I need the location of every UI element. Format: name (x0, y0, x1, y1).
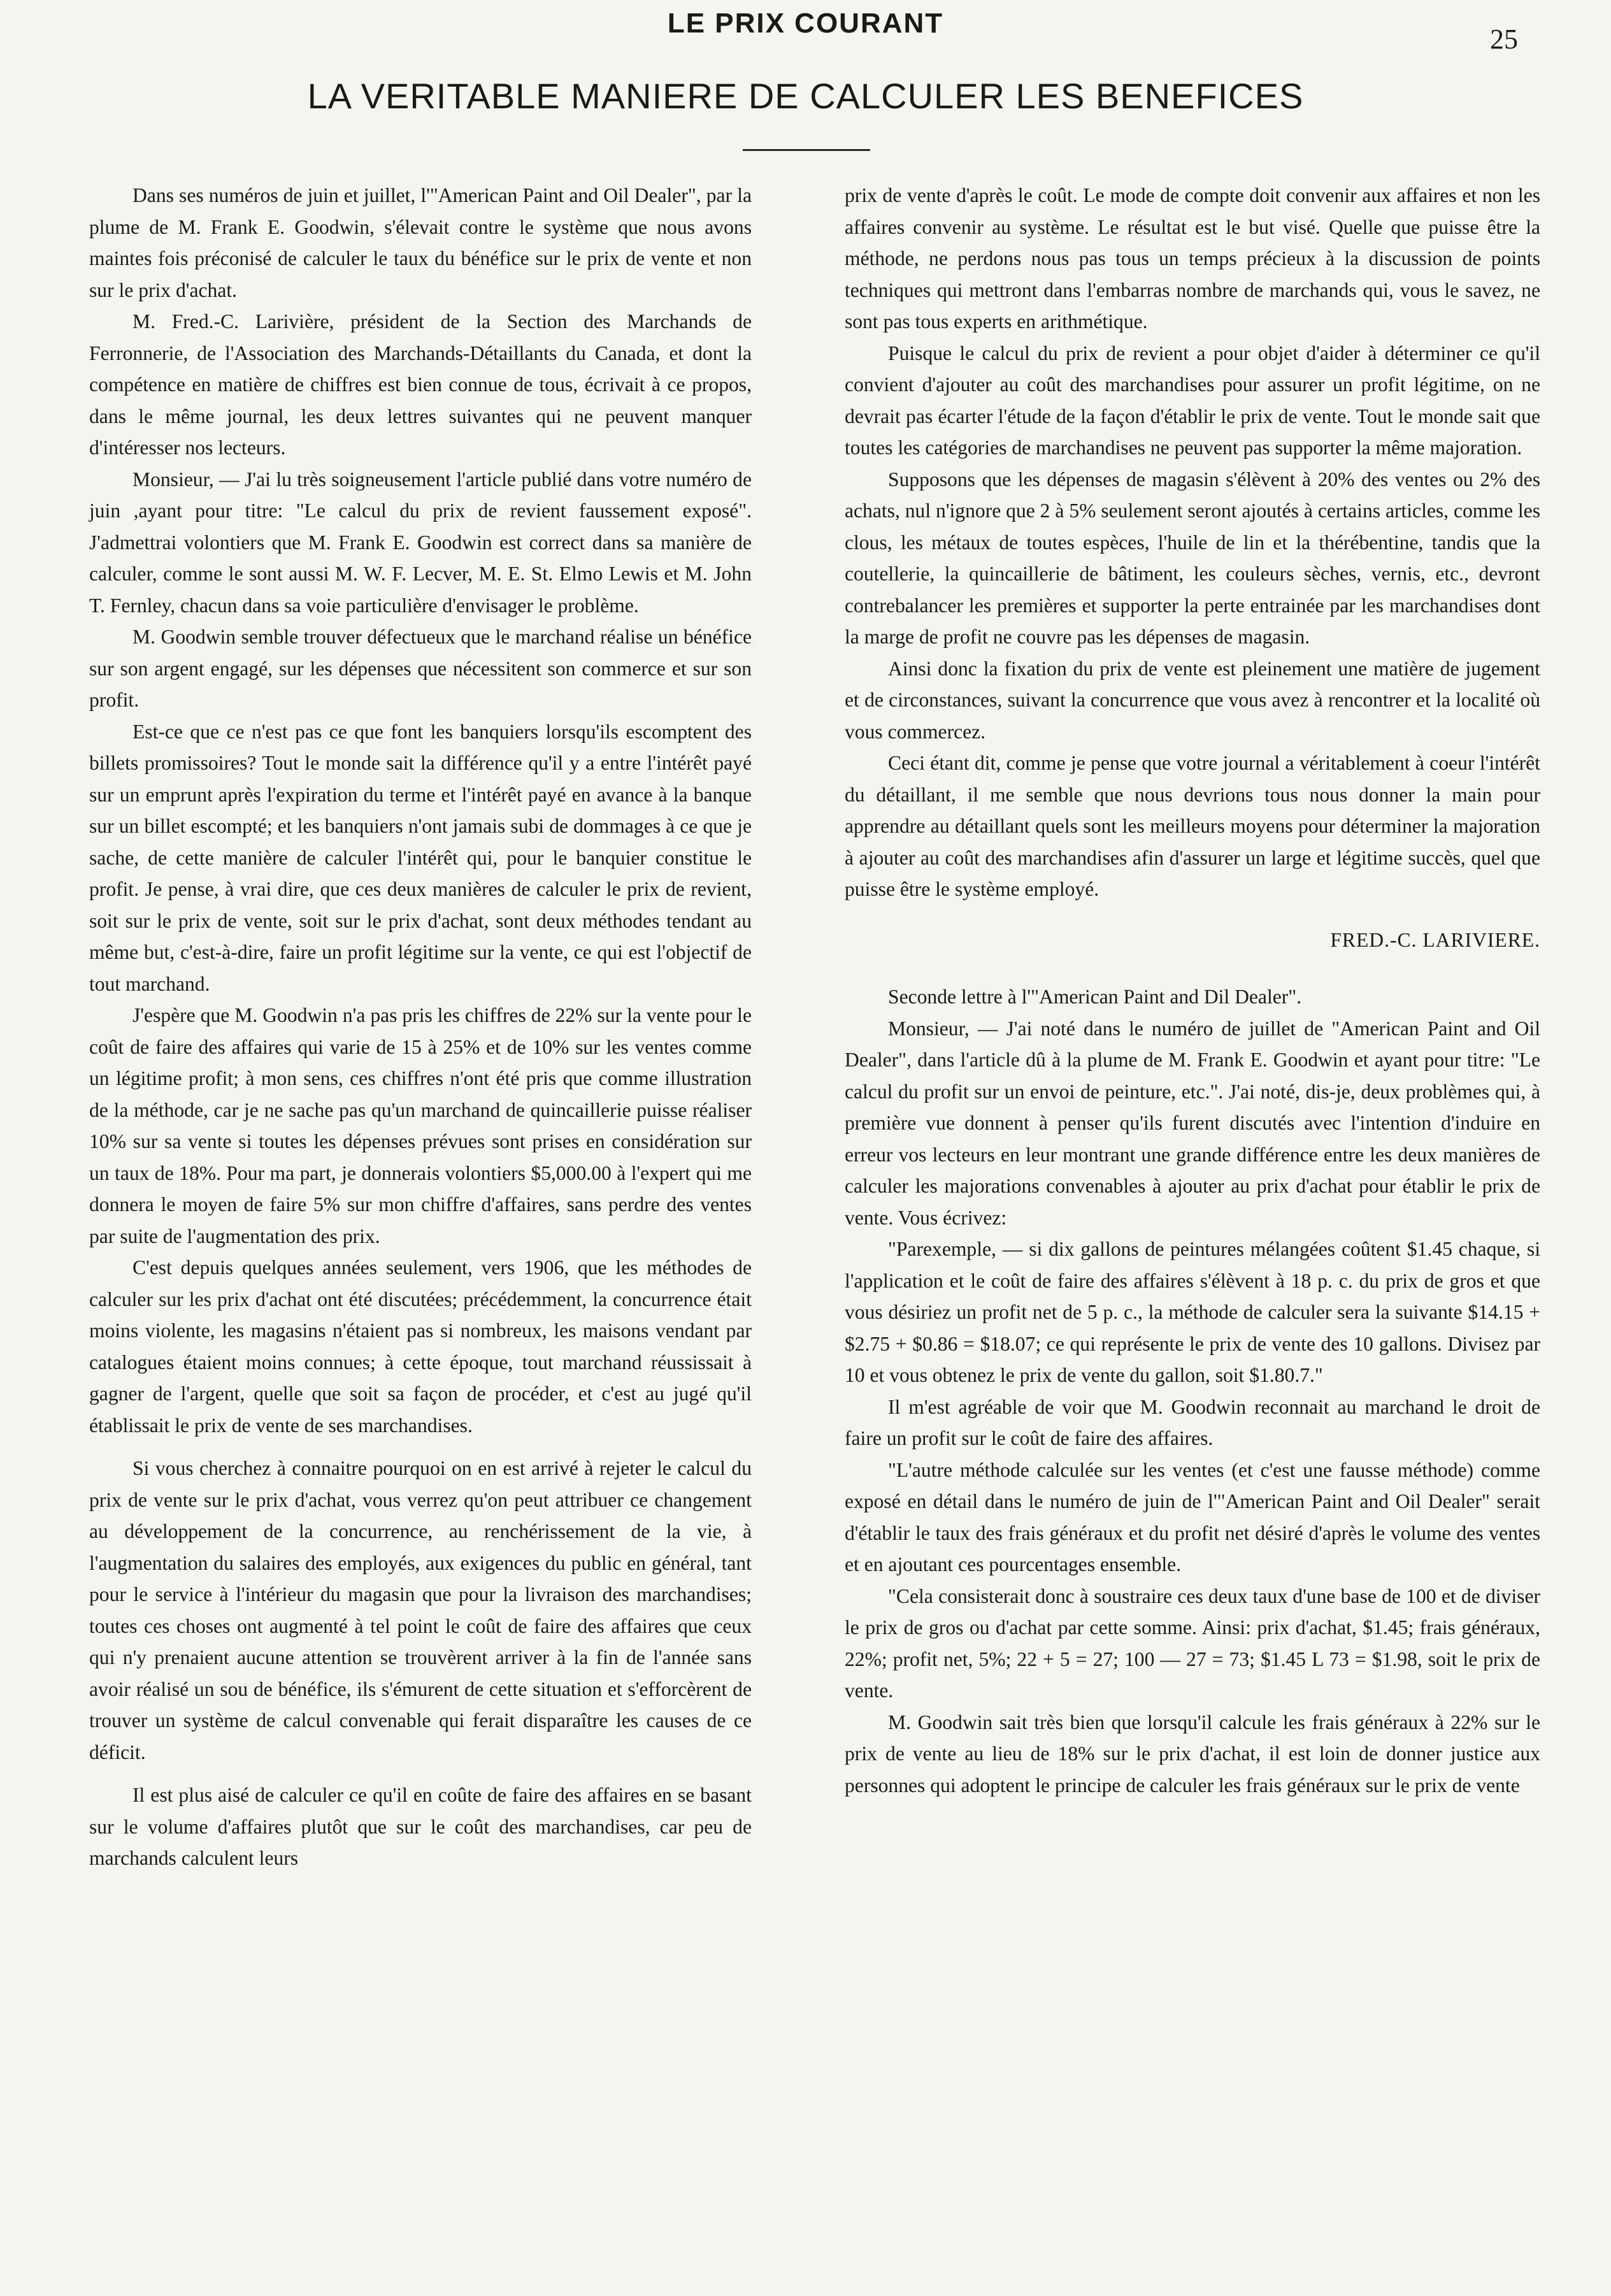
running-head: LE PRIX COURANT (667, 8, 944, 39)
paragraph: Est-ce que ce n'est pas ce que font les banquiers lorsqu'ils escomptent des billets promissoires? Tout le monde sait la différence qu'il y a entre l'intérêt payé sur un emprunt après l'expiration du terme et l'intérêt payé en avance à la banque sur un billet escompté; et les banquiers n'ont jamais subi de dommages à ce que je sache, de cette manière de calculer l'intérêt qui, pour le banquier constitue le profit. Je pense, à vrai dire, que ces deux manières de calculer le prix de revient, soit sur le prix de vente, soit sur le prix d'achat, sont deux méthodes tendant au même but, c'est-à-dire, faire un profit légitime sur la vente, ce qui est l'objectif de tout marchand. (89, 720, 752, 995)
paragraph: Si vous cherchez à connaitre pourquoi on en est arrivé à rejeter le calcul du prix de vente sur le prix d'achat, vous verrez qu'on peut attribuer ce changement au développement de la concurrence, au renchérissement de la vie, à l'augmentation du salaires des employés, aux exigences du public en général, tant pour le service à l'intérieur du magasin que pour la livraison des marchandises; toutes ces choses ont augmenté à tel point le coût de faire des affaires que ceux qui n'y prenaient aucune attention se trouvèrent arriver à la fin de l'année sans avoir réalisé un sou de bénéfice, ils s'émurent de cette situation et s'efforcèrent de trouver un système de calcul convenable qui ferait disparaître les causes de ce déficit. (89, 1457, 752, 1763)
paragraph: Monsieur, — J'ai lu très soigneusement l'article publié dans votre numéro de juin ,ayant pour titre: "Le calcul du prix de revient faussement exposé". J'admettrai volontiers que M. Frank E. Goodwin est correct dans sa manière de calculer, comme le sont aussi M. W. F. Lecver, M. E. St. Elmo Lewis et M. John T. Fernley, chacun dans sa voie particulière d'envisager le problème. (89, 468, 752, 617)
right-column (845, 180, 1540, 1801)
title-divider (743, 149, 870, 151)
paragraph: Dans ses numéros de juin et juillet, l'"American Paint and Oil Dealer", par la plume de M. Frank E. Goodwin, s'élevait contre le système que nous avons maintes fois préconisé de calculer le taux du bénéfice sur le prix de vente et non sur le prix d'achat. (89, 184, 752, 301)
paragraph: Monsieur, — J'ai noté dans le numéro de juillet de "American Paint and Oil Dealer", dans l'article dû à la plume de M. Frank E. Goodwin et ayant pour titre: "Le calcul du profit sur un envoi de peinture, etc.". J'ai noté, dis-je, deux problèmes qui, à première vue donnent à penser qu'ils furent discutés avec l'intention d'induire en erreur vos lecteurs en leur montrant une grande différence entre les deux manières de calculer les majorations convenables à ajouter au prix d'achat pour établir le prix de vente. Vous écrivez: (845, 1017, 1540, 1229)
paragraph: M. Goodwin sait très bien que lorsqu'il calcule les frais généraux à 22% sur le prix de vente au lieu de 18% sur le prix d'achat, il est loin de donner justice aux personnes qui adoptent le principe de calculer les frais généraux sur le prix de vente (845, 1711, 1540, 1797)
paragraph: Ceci étant dit, comme je pense que votre journal a véritablement à coeur l'intérêt du détaillant, il me semble que nous devrions tous nous donner la main pour apprendre au détaillant quels sont les meilleurs moyens pour déterminer la majoration à ajouter au coût des marchandises afin d'assurer un large et légitime succès, quel que puisse être le système employé. (845, 752, 1540, 900)
paragraph: Ainsi donc la fixation du prix de vente est pleinement une matière de jugement et de circonstances, suivant la concurrence que vous avez à rencontrer et la localité où vous commercez. (845, 657, 1540, 743)
paragraph: M. Goodwin semble trouver défectueux que le marchand réalise un bénéfice sur son argent engagé, sur les dépenses que nécessitent son commerce et sur son profit. (89, 626, 752, 711)
paragraph: Il est plus aisé de calculer ce qu'il en coûte de faire des affaires en se basant sur le volume d'affaires plutôt que sur le coût des marchandises, car peu de marchands calculent leurs (89, 1784, 752, 1869)
paragraph: Puisque le calcul du prix de revient a pour objet d'aider à déterminer ce qu'il convient d'ajouter au coût des marchandises pour assurer un profit légitime, on ne devrait pas écarter l'étude de la façon d'établir le prix de vente. Tout le monde sait que toutes les catégories de marchandises ne peuvent pas supporter la même majoration. (845, 341, 1540, 459)
paragraph: Supposons que les dépenses de magasin s'élèvent à 20% des ventes ou 2% des achats, nul n'ignore que 2 à 5% seulement seront ajoutés à certains articles, comme les clous, les métaux de toutes espèces, l'huile de lin et la thérébentine, tandis que la coutellerie, la quincaillerie de bâtiment, les couleurs sèches, vernis, etc., devront contrebalancer les premières et supporter la perte entrainée par les marchandises dont la marge de profit ne couvre pas les dépenses de magasin. (845, 468, 1540, 648)
paragraph: prix de vente d'après le coût. Le mode de compte doit convenir aux affaires et non les affaires convenir au système. Le résultat est le but visé. Quelle que puisse être la méthode, ne perdons nous pas tous un temps précieux à la discussion de points techniques qui mettront dans l'embarras nombre de marchands qui, vous le savez, ne sont pas tous experts en arithmétique. (845, 184, 1540, 333)
paragraph: C'est depuis quelques années seulement, vers 1906, que les méthodes de calculer sur les prix d'achat ont été discutées; précédemment, la concurrence était moins violente, les magasins n'étaient pas si nombreux, les maisons vendant par catalogues étaient moins connues; à cette époque, tout marchand réussissait à gagner de l'argent, quelle que soit sa façon de procéder, et c'est au jugé qu'il établissait le prix de vente de ses marchandises. (89, 1256, 752, 1437)
paragraph: Il m'est agréable de voir que M. Goodwin reconnait au marchand le droit de faire un profit sur le coût de faire des affaires. (845, 1395, 1540, 1449)
paragraph: J'espère que M. Goodwin n'a pas pris les chiffres de 22% sur la vente pour le coût de faire des affaires qui varie de 15 à 25% et de 10% sur les ventes comme un légitime profit; à mon sens, ces chiffres n'ont été pris que comme illustration de la méthode, car je ne sache pas qu'un marchand de quincaillerie puisse réaliser 10% sur sa vente si toutes les dépenses prévues sont prises en considération sur un taux de 18%. Pour ma part, je donnerais volontiers $5,000.00 à l'expert qui me donnera le moyen de faire 5% sur mon chiffre d'affaires, sans perdre des ventes par suite de l'augmentation des prix. (89, 1004, 752, 1247)
left-column (89, 180, 752, 1874)
article-title: LA VERITABLE MANIERE DE CALCULER LES BENEFICES (307, 76, 1304, 116)
page-number: 25 (1490, 24, 1518, 55)
paragraph: M. Fred.-C. Larivière, président de la Section des Marchands de Ferronnerie, de l'Association des Marchands-Détaillants du Canada, et dont la compétence en matière de chiffres est bien connue de tous, écrivait à ce propos, dans le même journal, les deux lettres suivantes qui ne peuvent manquer d'intéresser nos lecteurs. (89, 310, 752, 459)
signature: FRED.-C. LARIVIERE. (1330, 928, 1540, 951)
paragraph: "Cela consisterait donc à soustraire ces deux taux d'une base de 100 et de diviser le prix de gros ou d'achat par cette somme. Ainsi: prix d'achat, $1.45; frais généraux, 22%; profit net, 5%; 22 + 5 = 27; 100 — 27 = 73; $1.45 L 73 = $1.98, soit le prix de vente. (845, 1584, 1540, 1702)
paragraph: "Parexemple, — si dix gallons de peintures mélangées coûtent $1.45 chaque, si l'application et le coût de faire des affaires s'élèvent à 18 p. c. du prix de gros et que vous désiriez un profit net de 5 p. c., la méthode de calculer sera la suivante $14.15 + $2.75 + $0.86 = $18.07; ce qui représente le prix de vente des 10 gallons. Divisez par 10 et vous obtenez le prix de vente du gallon, soit $1.80.7." (845, 1238, 1540, 1386)
paragraph: "L'autre méthode calculée sur les ventes (et c'est une fausse méthode) comme exposé en détail dans le numéro de juin de l'"American Paint and Oil Dealer" serait d'établir le taux des frais généraux et du profit net désiré d'après le volume des ventes et en ajoutant ces pourcentages ensemble. (845, 1458, 1540, 1575)
paragraph: Seconde lettre à l'"American Paint and Dil Dealer". (888, 986, 1302, 1008)
